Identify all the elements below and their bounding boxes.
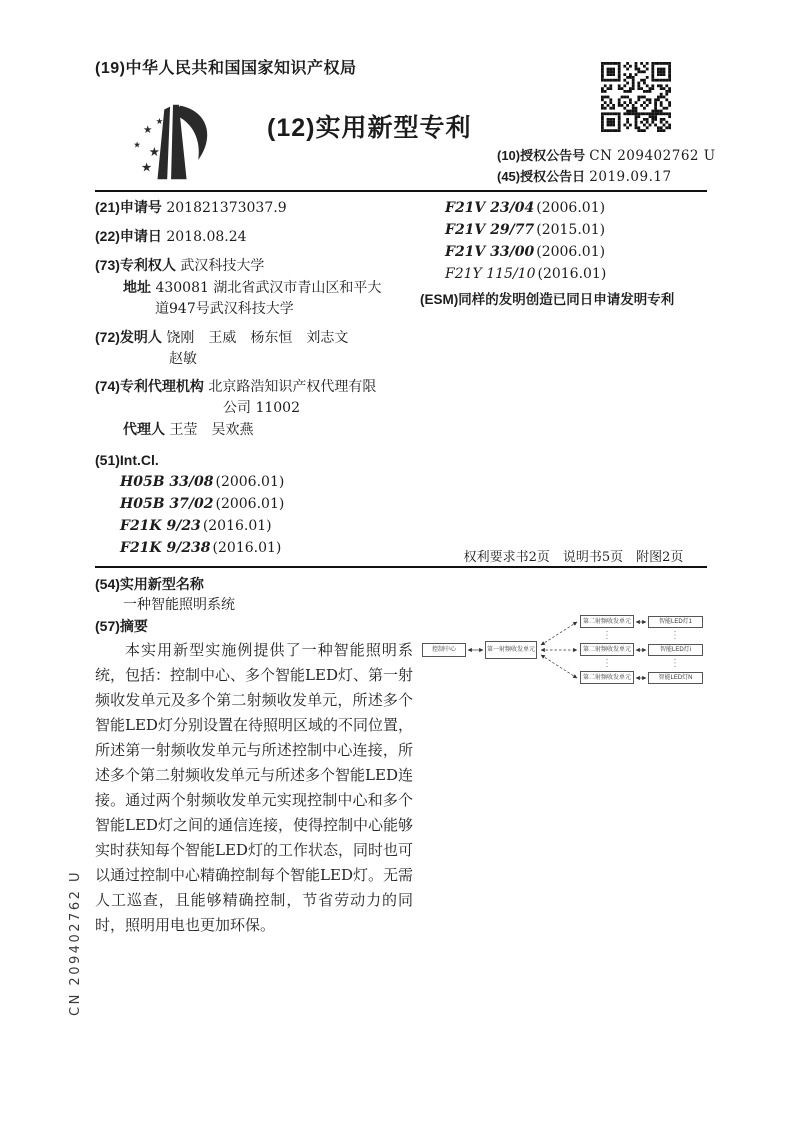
svg-text:★: ★ [142, 122, 153, 136]
inventors-entry [95, 327, 420, 370]
document-kind-title: (12)实用新型专利 [267, 114, 472, 142]
intcl-right-2: F21V 33/00 (2006.01) [445, 244, 606, 260]
horizontal-rule-middle [95, 566, 707, 568]
intcl-left-1: H05B 37/02 (2006.01) [120, 496, 285, 512]
application-number-entry [95, 197, 420, 219]
intcl-label: (51)Int.Cl. [95, 452, 159, 468]
intcl-right-1: F21V 29/77 (2015.01) [445, 222, 606, 238]
publication-info [497, 146, 716, 188]
publication-date-line [497, 167, 716, 188]
figure-box-second-rf-unit-3: 第二射频收发单元 [580, 671, 634, 684]
abstract-label: (57)摘要 [95, 618, 148, 634]
patentee-address [123, 277, 420, 320]
patent-office-name: (19)中华人民共和国国家知识产权局 [95, 60, 357, 77]
pages-info: 权利要求书2页 说明书5页 附图2页 [463, 550, 684, 565]
intcl-entry [95, 450, 420, 559]
patentee-line [95, 255, 420, 277]
address-line2: 道947号武汉科技大学 [155, 301, 294, 317]
application-date-label: (22)申请日 [95, 228, 162, 244]
inventors-line1: (72)发明人 饶刚 王威 杨东恒 刘志文 [95, 329, 349, 346]
intcl-left-0: H05B 33/08 (2006.01) [120, 474, 285, 490]
agent-label: 代理人 [123, 421, 165, 437]
cnipa-logo-icon [118, 96, 228, 188]
biblio-right-column [420, 197, 710, 311]
publication-number: CN 209402762 U [589, 148, 716, 164]
vertical-document-id: CN 209402762 U [68, 869, 83, 1016]
intcl-left-2: F21K 9/23 (2016.01) [120, 518, 272, 534]
inventors-line2: 赵敏 [169, 351, 197, 367]
publication-date: 2019.09.17 [589, 169, 672, 185]
intcl-left-3: F21K 9/238 (2016.01) [120, 540, 282, 556]
esm-note: (ESM)同样的发明创造已同日申请发明专利 [420, 292, 675, 307]
application-date: 2018.08.24 [166, 229, 247, 245]
svg-text:★: ★ [155, 117, 164, 128]
publication-number-label: (10)授权公告号 [497, 148, 586, 163]
intcl-right-3: F21Y 115/10 (2016.01) [445, 266, 607, 282]
patentee-name: 武汉科技大学 [180, 258, 265, 274]
figure-box-smart-led-n: 智能LED灯N [648, 672, 703, 684]
figure-box-smart-led-i: 智能LED灯i [648, 644, 703, 656]
title-label: (54)实用新型名称 [95, 576, 204, 592]
application-number-label: (21)申请号 [95, 199, 162, 215]
invention-title: 一种智能照明系统 [123, 597, 235, 613]
title-section [95, 574, 425, 637]
agency-entry [95, 376, 420, 441]
agency-line1: (74)专利代理机构 北京路浩知识产权代理有限 [95, 378, 377, 395]
address-label: 地址 [123, 279, 151, 295]
publication-number-line [497, 146, 716, 167]
patentee-label: (73)专利权人 [95, 257, 176, 273]
figure-box-second-rf-unit-2: 第二射频收发单元 [580, 643, 634, 656]
biblio-left-column [95, 197, 420, 566]
agent-line [123, 419, 420, 441]
patentee-entry [95, 255, 420, 320]
inventors-label: (72)发明人 [95, 329, 162, 345]
abstract-text: 本实用新型实施例提供了一种智能照明系统，包括：控制中心、多个智能LED灯、第一射频收发单元及多个第二射频收发单元，所述多个智能LED灯分别设置在待照明区域的不同位置，所述第一射频收发单元与所述控制中心连接，所述多个第二射频收发单元与所述多个智能LED连接。通过两个射频收发单元实现控制中心和多个智能LED灯之间的通信连接，使得控制中心能够实时获知每个智能LED灯的工作状态，同时也可以通过控制中心精确控制每个智能LED灯。无需人工巡查，且能够精确控制，节省劳动力的同时，照明用电也更加环保。 [95, 641, 413, 934]
abstract-figure [420, 598, 712, 698]
intcl-right-0: F21V 23/04 (2006.01) [445, 200, 606, 216]
svg-text:★: ★ [148, 144, 161, 160]
agency-line2: 公司 11002 [223, 400, 300, 416]
horizontal-rule-top [95, 190, 707, 192]
figure-box-control-center: 控制中心 [422, 643, 466, 657]
figure-box-first-rf-unit: 第一射频收发单元 [485, 641, 537, 659]
figure-box-second-rf-unit-1: 第二射频收发单元 [580, 615, 634, 628]
address-line1: 430081 湖北省武汉市青山区和平大 [155, 280, 382, 296]
application-date-entry [95, 226, 420, 248]
svg-text:★: ★ [133, 140, 142, 151]
svg-text:★: ★ [141, 159, 153, 175]
agent-names: 王莹 吴欢燕 [169, 422, 254, 438]
application-number: 201821373037.9 [166, 200, 287, 216]
agency-label: (74)专利代理机构 [95, 378, 204, 394]
figure-box-smart-led-1: 智能LED灯1 [648, 616, 703, 628]
qr-code [600, 62, 672, 132]
publication-date-label: (45)授权公告日 [497, 169, 586, 184]
